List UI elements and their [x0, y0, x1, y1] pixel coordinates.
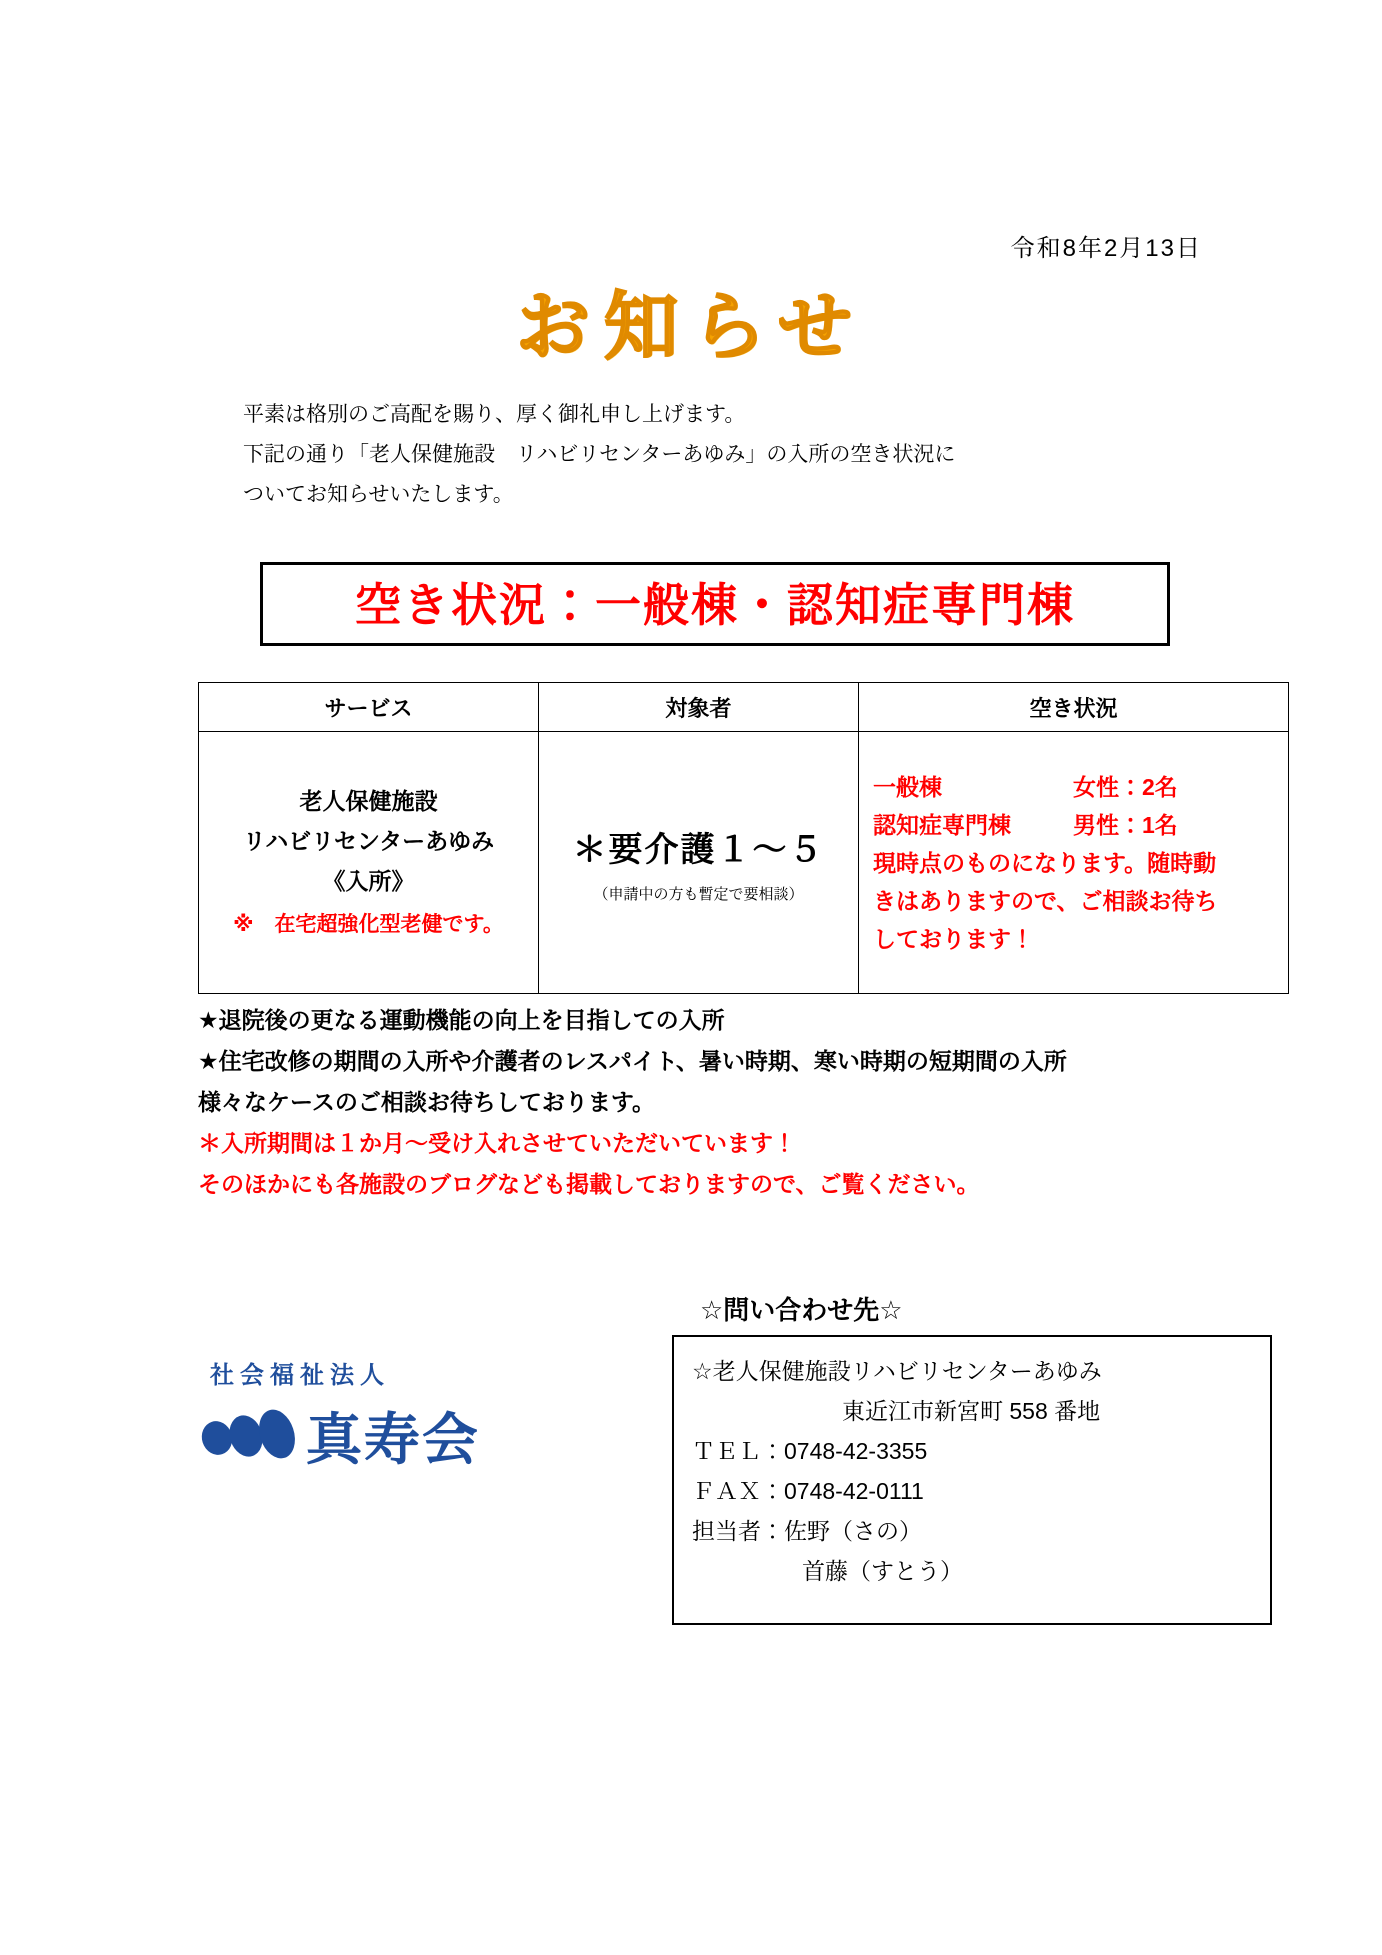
contact-tel: ＴＥＬ：0748-42-3355 — [692, 1438, 928, 1464]
vacancy-value-dementia: 男性：1名 — [1073, 811, 1178, 838]
logo-mark-icon — [200, 1405, 296, 1467]
vacancy-table — [198, 682, 1289, 994]
headline-box — [260, 562, 1170, 646]
contact-facility: ☆老人保健施設リハビリセンターあゆみ — [692, 1358, 1102, 1384]
service-line-2: リハビリセンターあゆみ — [242, 827, 495, 854]
contact-fax: ＦＡＸ：0748-42-0111 — [692, 1478, 924, 1504]
logo-name: 真寿会 — [306, 1408, 480, 1473]
intro-line-1: 平素は格別のご高配を賜り、厚く御礼申し上げます。 — [243, 403, 746, 426]
target-text — [539, 822, 858, 904]
logo-subtitle: 社会福祉法人 — [210, 1362, 390, 1389]
cell-service — [199, 732, 539, 994]
headline-text: 空き状況：一般棟・認知症専門棟 — [355, 579, 1075, 631]
document-date: 令和8年2月13日 — [1010, 235, 1202, 262]
table-header-vacancy: 空き状況 — [859, 683, 1289, 732]
vacancy-note-line-1: 現時点のものになります。随時動 — [873, 849, 1217, 876]
target-main: ＊要介護１～５ — [572, 830, 825, 869]
cell-vacancy — [859, 732, 1289, 994]
note-red-1: ＊入所期間は１か月～受け入れさせていただいています！ — [198, 1130, 796, 1156]
logo-main — [200, 1396, 600, 1476]
service-note: ※ 在宅超強化型老健です。 — [233, 912, 504, 936]
vacancy-line-dementia — [873, 806, 1276, 844]
service-text — [199, 771, 538, 955]
vacancy-value-general: 女性：2名 — [1073, 773, 1178, 800]
target-sub: （申請中の方も暫定で要相談） — [593, 885, 804, 903]
service-line-3: 《入所》 — [322, 867, 415, 894]
contact-staff-2: 首藤（すとう） — [802, 1558, 963, 1584]
intro-line-3: ついてお知らせいたします。 — [243, 483, 514, 506]
table-header-row — [199, 683, 1289, 732]
notes-block — [198, 1000, 1298, 1205]
contact-address: 東近江市新宮町 558 番地 — [842, 1398, 1101, 1424]
table-header-service: サービス — [199, 683, 539, 732]
contact-box — [672, 1335, 1272, 1625]
table-row — [199, 732, 1289, 994]
intro-paragraph — [243, 395, 1203, 515]
vacancy-note-line-2: きはありますので、ご相談お待ち — [873, 887, 1218, 914]
note-black-3: 様々なケースのご相談お待ちしております。 — [198, 1089, 656, 1115]
contact-staff: 担当者：佐野（さの） — [692, 1518, 922, 1544]
cell-target — [539, 732, 859, 994]
table-header-target: 対象者 — [539, 683, 859, 732]
vacancy-label-dementia: 認知症専門棟 — [873, 811, 1011, 838]
vacancy-text — [859, 758, 1288, 968]
vacancy-label-general: 一般棟 — [873, 773, 942, 800]
contact-heading: ☆問い合わせ先☆ — [700, 1295, 903, 1325]
organization-logo — [200, 1355, 600, 1476]
vacancy-line-general — [873, 768, 1276, 806]
note-red-2: そのほかにも各施設のブログなども掲載しておりますので、ご覧ください。 — [198, 1171, 980, 1197]
page-title: お知らせ — [516, 284, 866, 370]
note-black-2: ★住宅改修の期間の入所や介護者のレスパイト、暑い時期、寒い時期の短期間の入所 — [198, 1048, 1067, 1074]
note-black-1: ★退院後の更なる運動機能の向上を目指しての入所 — [198, 1007, 725, 1033]
vacancy-note-line-3: しております！ — [873, 925, 1034, 952]
page-title-wrapper — [0, 268, 1382, 374]
service-line-1: 老人保健施設 — [299, 787, 438, 814]
intro-line-2: 下記の通り「老人保健施設 リハビリセンターあゆみ」の入所の空き状況に — [243, 443, 956, 466]
